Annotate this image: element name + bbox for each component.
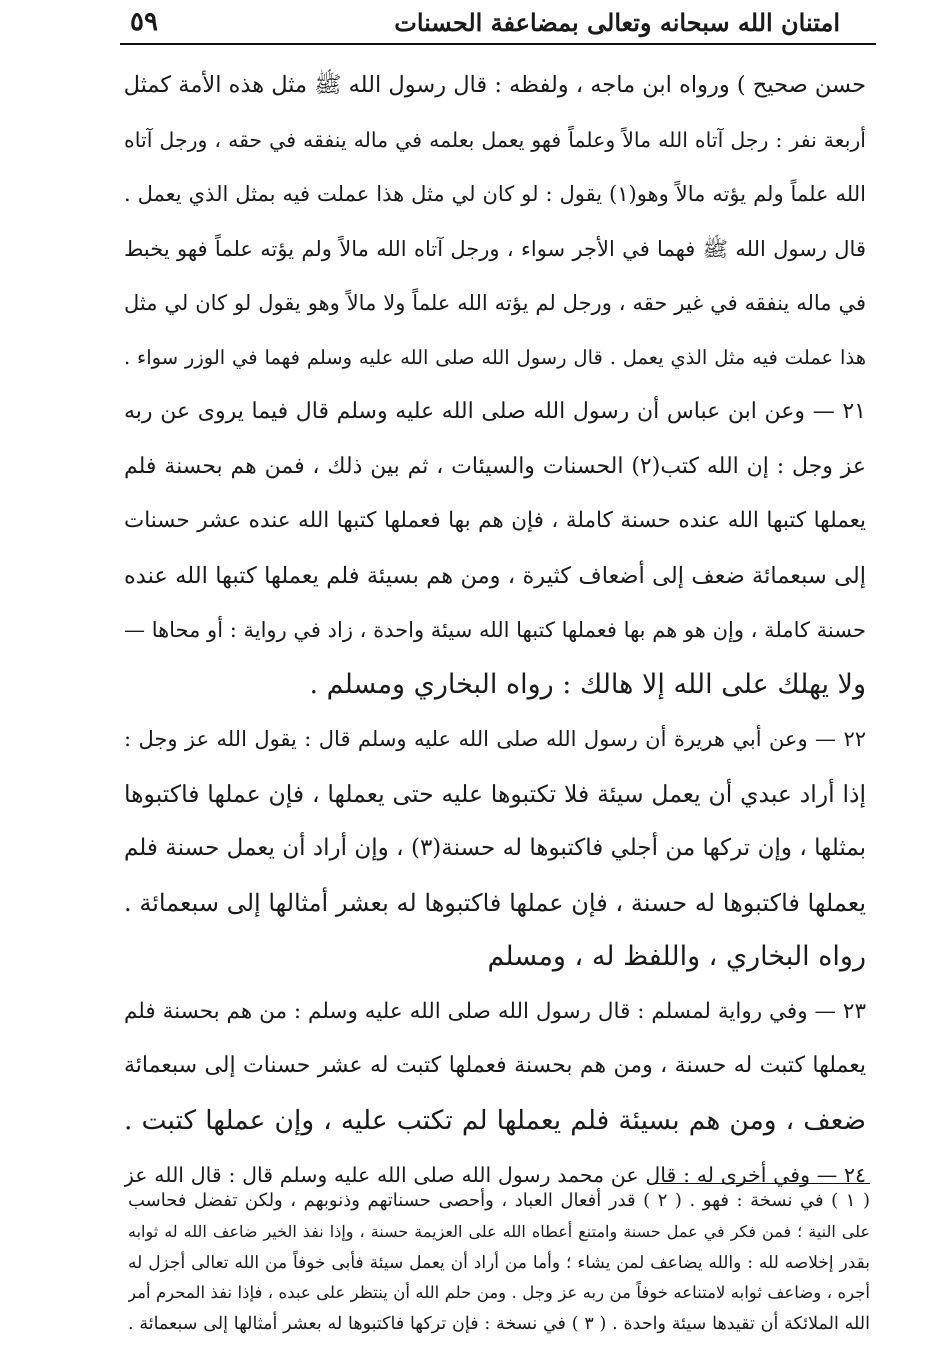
body-text [124,58,866,1203]
body-line: يعملها كتبت له حسنة ، ومن هم بحسنة فعملها كتبت له عشر حسنات إلى سبعمائة [124,1053,866,1078]
footnote-line: ( ١ ) في نسخة : فهو . ( ٢ ) قدر أفعال العباد ، وأحصى حسناتهم وذنوبهم ، ولكن تفضل فحاسب [128,1190,870,1211]
body-line: رواه البخاري ، واللفظ له ، ومسلم [487,941,866,972]
body-line: أربعة نفر : رجل آتاه الله مالاً وعلماً فهو يعمل بعلمه في ماله ينفقه في حقه ، ورجل آتاه [124,127,866,152]
footnote-line: الله الملائكة أن تقيدها سيئة واحدة . ( ٣ ) في نسخة : فإن تركها فاكتبوها له بعشر أمثالها إلى سبعمائة . [128,1314,870,1335]
hadith-22-line: ٢٢ — وعن أبي هريرة أن رسول الله صلى الله عليه وسلم قال : يقول الله عز وجل : [124,727,866,751]
body-line: في ماله ينفقه في غير حقه ، ورجل لم يؤته الله علماً ولا مالاً وهو يقول لو كان لي مثل [124,291,866,315]
body-line: حسن صحيح ) ورواه ابن ماجه ، ولفظه : قال رسول الله ﷺ مثل هذه الأمة كمثل [124,72,866,98]
hadith-24-line: ٢٤ — وفي أخرى له : قال عن محمد رسول الله صلى الله عليه وسلم قال : قال الله عز [124,1163,866,1187]
body-line: يعملها كتبها الله عنده حسنة كاملة ، فإن هم بها فعملها كتبها الله عنده عشر حسنات [124,508,866,533]
body-line: يعملها فاكتبوها له حسنة ، فإن عملها فاكتبوها له بعشر أمثالها إلى سبعمائة . [124,888,866,917]
running-header [130,4,840,40]
header-title: امتنان الله سبحانه وتعالى بمضاعفة الحسنات [394,7,840,37]
footnote-line: بقدر إخلاصه لله : والله يضاعف لمن يشاء ؛ وأما من أراد أن يعمل سيئة فأبى خوفاً من الله تعالى أجزل له [128,1252,870,1273]
hadith-23-line: ٢٣ — وفي رواية لمسلم : قال رسول الله صلى الله عليه وسلم : من هم بحسنة فلم [124,998,866,1024]
body-line: ولا يهلك على الله إلا هالك : رواه البخاري ومسلم . [309,668,866,700]
body-line: هذا عملت فيه مثل الذي يعمل . قال رسول الله صلى الله عليه وسلم فهما في الوزر سواء . [124,345,866,369]
hadith-21-line: ٢١ — وعن ابن عباس أن رسول الله صلى الله عليه وسلم قال فيما يروى عن ربه [124,399,866,424]
page-number: ٥٩ [130,7,158,37]
body-line: عز وجل : إن الله كتب(٢) الحسنات والسيئات ، ثم بين ذلك ، فمن هم بحسنة فلم [124,453,866,479]
footnote-line: أجره ، وضاعف ثوابه لامتناعه خوفاً من ربه عز وجل . ومن حلم الله أن ينتظر على عبده ، فإذا نفذ المحرم أمر [128,1283,870,1303]
footnote-line: على النية ؛ فمن فكر في عمل حسنة وامتنع أعطاه الله على العزيمة حسنة ، وإذا نفذ الخير ضاعف الله له ثوابه [128,1221,870,1241]
body-line: بمثلها ، وإن تركها من أجلي فاكتبوها له حسنة(٣) ، وإن أراد أن يعمل حسنة فلم [124,835,866,861]
footnotes [128,1186,870,1340]
footnote-rule [655,1183,870,1184]
header-rule [120,43,876,45]
body-line: إلى سبعمائة ضعف إلى أضعاف كثيرة ، ومن هم بسيئة فلم يعملها كتبها الله عنده [124,562,866,589]
body-line: ضعف ، ومن هم بسيئة فلم يعملها لم تكتب عليه ، وإن عملها كتبت . [124,1104,866,1136]
body-line: حسنة كاملة ، وإن هو هم بها فعملها كتبها الله سيئة واحدة ، زاد في رواية : أو محاها — [124,618,866,642]
body-line: قال رسول الله ﷺ فهما في الأجر سواء ، ورجل آتاه الله مالاً ولم يؤته علماً فهو يخبط [124,236,866,261]
body-line: إذا أراد عبدي أن يعمل سيئة فلا تكتبوها عليه حتى يعملها ، فإن عملها فاكتبوها [124,779,866,808]
body-line: الله علماً ولم يؤته مالاً وهو(١) يقول : لو كان لي مثل هذا عملت فيه بمثل الذي يعمل . [124,182,866,206]
